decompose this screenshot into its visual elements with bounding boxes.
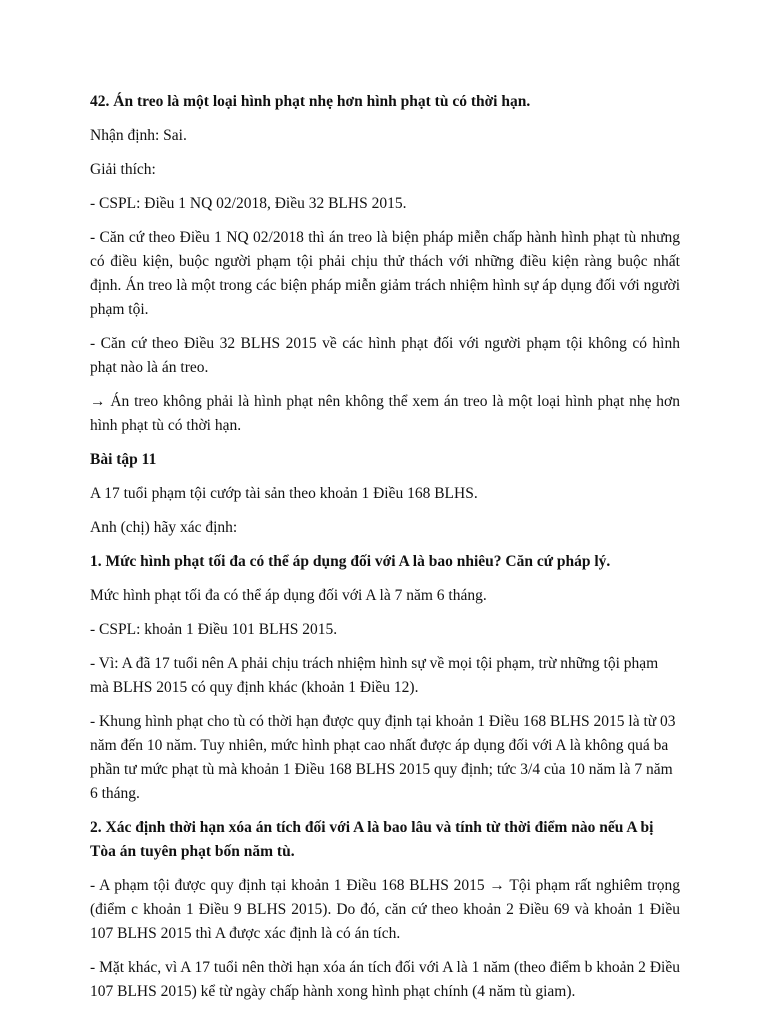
exercise-11-prompt: Anh (chị) hãy xác định: bbox=[90, 519, 238, 536]
question-2-paragraph-1: - A phạm tội được quy định tại khoản 1 Điều 168 BLHS 2015 → Tội phạm rất nghiêm trọng (điểm c khoản 1 Điều 9 BLHS 2015). Do đó, căn cứ theo khoản 2 Điều 69 và khoản 1 Điều 107 BLHS 2015 thì A được xác định là có án tích. bbox=[90, 877, 680, 942]
question-42-legal-basis: - CSPL: Điều 1 NQ 02/2018, Điều 32 BLHS 2015. bbox=[90, 195, 407, 212]
question-42-heading: 42. Án treo là một loại hình phạt nhẹ hơn hình phạt tù có thời hạn. bbox=[90, 93, 531, 110]
question-42-conclusion: → Án treo không phải là hình phạt nên không thể xem án treo là một loại hình phạt nhẹ hơn hình phạt tù có thời hạn. bbox=[90, 393, 680, 434]
question-1-reason-2: - Khung hình phạt cho tù có thời hạn được quy định tại khoản 1 Điều 168 BLHS 2015 là từ 03 năm đến 10 năm. Tuy nhiên, mức hình phạt cao nhất được áp dụng đối với A là không quá ba phần tư mức phạt tù mà khoản 1 Điều 168 BLHS 2015 quy định; tức 3/4 của 10 năm là 7 năm 6 tháng. bbox=[90, 713, 676, 802]
question-1-legal-basis: - CSPL: khoản 1 Điều 101 BLHS 2015. bbox=[90, 621, 338, 638]
exercise-11-scenario: A 17 tuổi phạm tội cướp tài sản theo khoản 1 Điều 168 BLHS. bbox=[90, 485, 478, 502]
question-42-assessment: Nhận định: Sai. bbox=[90, 127, 187, 144]
question-1-answer: Mức hình phạt tối đa có thể áp dụng đối với A là 7 năm 6 tháng. bbox=[90, 587, 487, 604]
question-1-heading: 1. Mức hình phạt tối đa có thể áp dụng đối với A là bao nhiêu? Căn cứ pháp lý. bbox=[90, 553, 611, 570]
exercise-11-heading: Bài tập 11 bbox=[90, 451, 157, 468]
question-1-reason-1: - Vì: A đã 17 tuổi nên A phải chịu trách nhiệm hình sự về mọi tội phạm, trừ những tội phạm mà BLHS 2015 có quy định khác (khoản 1 Điều 12). bbox=[90, 655, 659, 696]
question-42-paragraph-2: - Căn cứ theo Điều 32 BLHS 2015 về các hình phạt đối với người phạm tội không có hình phạt nào là án treo. bbox=[90, 335, 680, 376]
document-page bbox=[90, 90, 680, 1014]
question-2-paragraph-2: - Mặt khác, vì A 17 tuổi nên thời hạn xóa án tích đối với A là 1 năm (theo điểm b khoản 2 Điều 107 BLHS 2015) kể từ ngày chấp hành xong hình phạt chính (4 năm tù giam). bbox=[90, 959, 680, 1000]
question-42-paragraph-1: - Căn cứ theo Điều 1 NQ 02/2018 thì án treo là biện pháp miễn chấp hành hình phạt tù nhưng có điều kiện, buộc người phạm tội phải chịu thử thách với những điều kiện ràng buộc nhất định. Án treo là một trong các biện pháp miễn giảm trách nhiệm hình sự áp dụng đối với người phạm tội. bbox=[90, 229, 680, 318]
question-2-heading: 2. Xác định thời hạn xóa án tích đối với A là bao lâu và tính từ thời điểm nào nếu A bị Tòa án tuyên phạt bốn năm tù. bbox=[90, 819, 654, 860]
question-42-explanation-label: Giải thích: bbox=[90, 161, 156, 178]
